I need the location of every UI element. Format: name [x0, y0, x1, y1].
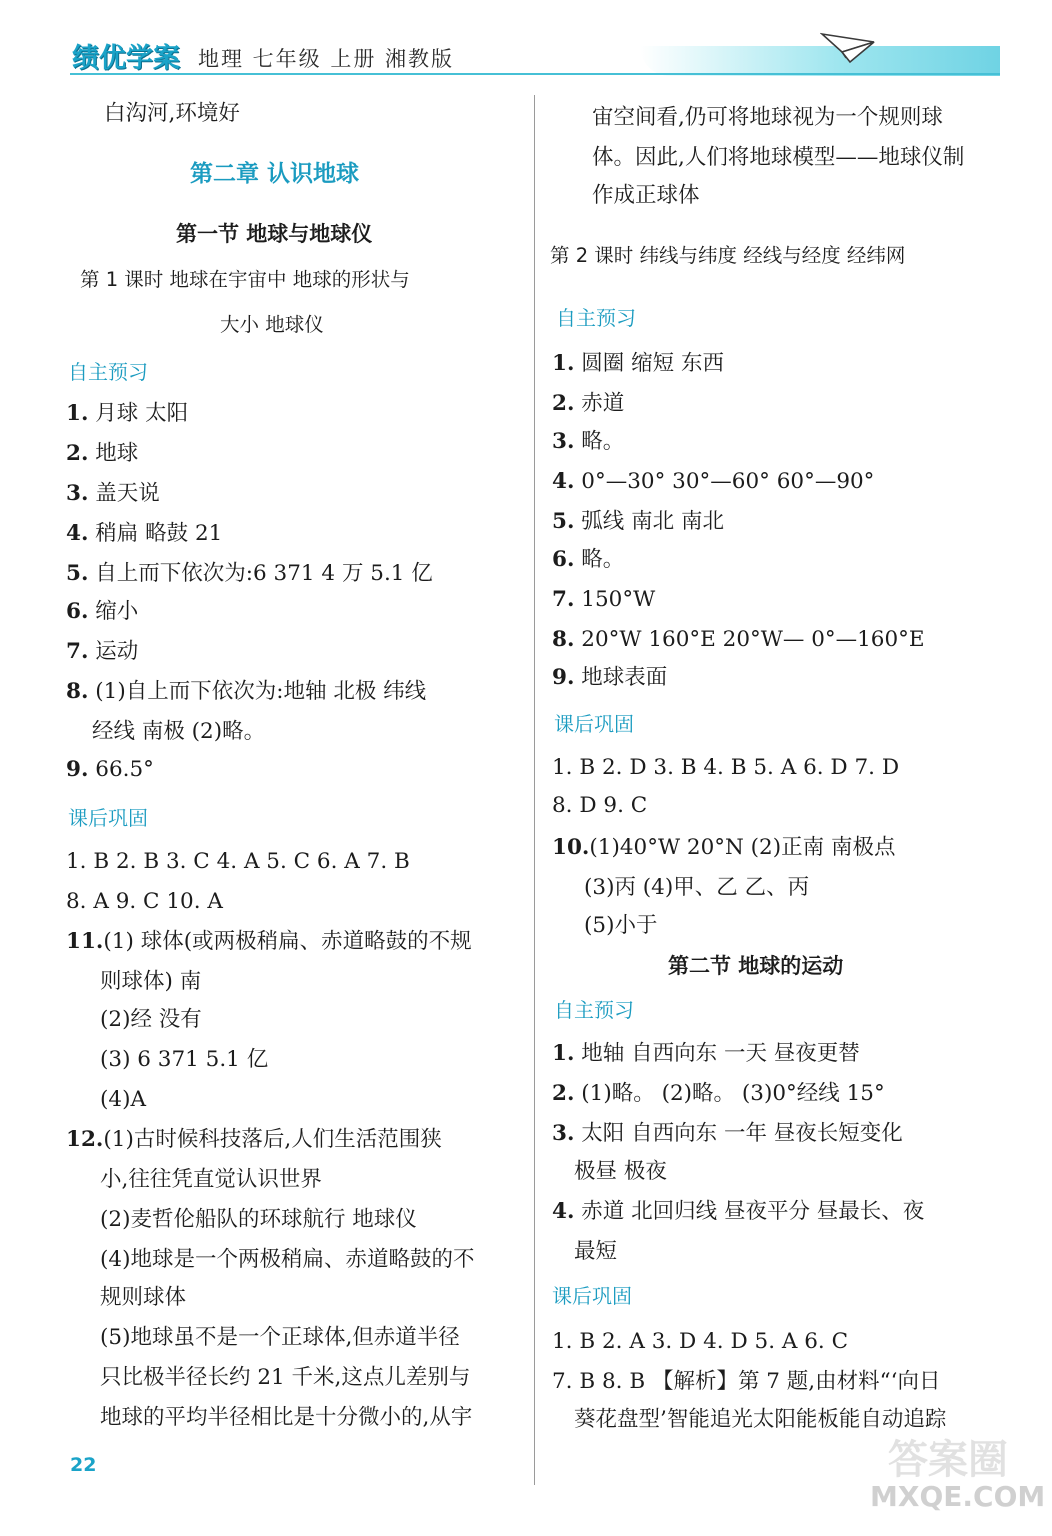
- item-text-cont: (4)A: [100, 1087, 146, 1112]
- item-number: 11.: [66, 929, 104, 954]
- lesson-title: 第 2 课时 纬线与纬度 经线与经度 经纬网: [550, 244, 906, 267]
- item-text-cont: (3)丙 (4)甲、乙 乙、丙: [584, 875, 810, 900]
- item-number: 5.: [66, 561, 89, 586]
- item-number: 6.: [552, 547, 575, 572]
- item-text-cont: (5)小于: [584, 913, 658, 938]
- item-text-cont: (3) 6 371 5.1 亿: [100, 1047, 269, 1072]
- item-number: 8.: [552, 627, 575, 652]
- section-title: 第二节 地球的运动: [668, 954, 844, 978]
- item-text: 0°—30° 30°—60° 60°—90°: [581, 469, 875, 494]
- item-text-cont: 体。因此,人们将地球模型——地球仪制: [592, 145, 965, 170]
- item-text: 稍扁 略鼓 21: [95, 521, 223, 546]
- answer-item: [66, 638, 138, 666]
- item-number: 8.: [66, 679, 89, 704]
- answer-item: [66, 560, 433, 588]
- item-text-cont: 作成正球体: [592, 183, 700, 208]
- answer-item: [66, 440, 138, 468]
- item-text-cont: 最短: [574, 1239, 618, 1264]
- item-text: 弧线 南北 南北: [581, 509, 724, 534]
- item-text: 圆圈 缩短 东西: [581, 351, 724, 376]
- item-text-cont: 经线 南极 (2)略。: [92, 719, 266, 744]
- answer-item: [66, 598, 138, 626]
- item-number: 4.: [552, 1199, 575, 1224]
- item-number: 9.: [552, 665, 575, 690]
- answer-item: [66, 520, 222, 548]
- item-text-cont: 则球体) 南: [100, 969, 202, 994]
- subhead-preview: 自主预习: [554, 998, 634, 1022]
- answer-item: [66, 400, 188, 428]
- item-text: 地轴 自西向东 一天 昼夜更替: [581, 1041, 860, 1066]
- answer-item: [552, 468, 874, 496]
- subhead-preview: 自主预习: [556, 306, 636, 330]
- answer-item: [552, 508, 724, 536]
- item-number: 12.: [66, 1127, 104, 1152]
- subhead-review: 课后巩固: [68, 806, 148, 830]
- item-text: (1)古时候科技落后,人们生活范围狭: [103, 1127, 442, 1152]
- answer-item: [552, 390, 624, 418]
- answer-item: [552, 834, 895, 862]
- item-text: 20°W 160°E 20°W— 0°—160°E: [581, 627, 925, 652]
- item-text: 略。: [581, 429, 625, 454]
- book-logo: 绩优学案: [72, 43, 180, 74]
- item-number: 1.: [66, 401, 89, 426]
- item-text-cont: 地球的平均半径相比是十分微小的,从宇: [100, 1405, 473, 1430]
- item-number: 2.: [552, 391, 575, 416]
- item-number: 7.: [66, 639, 89, 664]
- item-text-cont: 极昼 极夜: [574, 1159, 667, 1184]
- answer-item: [66, 1126, 442, 1154]
- answer-item: [552, 546, 624, 574]
- item-text-cont: 葵花盘型’智能追光太阳能板能自动追踪: [574, 1407, 947, 1432]
- item-number: 2.: [552, 1081, 575, 1106]
- item-text: 略。: [581, 547, 625, 572]
- book-subject: 地理 七年级 上册 湘教版: [198, 47, 455, 71]
- answer-item: [552, 1080, 885, 1108]
- text-line: 白沟河,环境好: [104, 101, 240, 126]
- item-number: 3.: [552, 429, 575, 454]
- mc-answers: 8. A 9. C 10. A: [66, 889, 223, 914]
- subhead-review: 课后巩固: [554, 712, 634, 736]
- item-text-cont: 宙空间看,仍可将地球视为一个规则球: [592, 105, 943, 130]
- mc-answers: 1. B 2. D 3. B 4. B 5. A 6. D 7. D: [552, 755, 900, 780]
- answer-item: [66, 756, 154, 784]
- mc-answers: 1. B 2. B 3. C 4. A 5. C 6. A 7. B: [66, 849, 410, 874]
- subhead-preview: 自主预习: [68, 360, 148, 384]
- item-number: 4.: [66, 521, 89, 546]
- lesson-title-cont: 大小 地球仪: [220, 313, 324, 336]
- item-text: 赤道: [581, 391, 625, 416]
- answer-item: [552, 664, 667, 692]
- item-text: 盖天说: [95, 481, 160, 506]
- item-text: 66.5°: [95, 757, 154, 782]
- item-text-cont: (2)经 没有: [100, 1007, 202, 1032]
- item-text: (1) 球体(或两极稍扁、赤道略鼓的不规: [103, 929, 472, 954]
- answer-item: [552, 1040, 860, 1068]
- item-text: (1)略。 (2)略。 (3)0°经线 15°: [581, 1081, 885, 1106]
- answer-item: [552, 350, 724, 378]
- answer-item: [552, 428, 624, 456]
- paper-plane-icon: [820, 28, 876, 68]
- item-number: 5.: [552, 509, 575, 534]
- item-text-cont: (5)地球虽不是一个正球体,但赤道半径: [100, 1325, 460, 1350]
- chapter-title: 第二章 认识地球: [190, 161, 360, 187]
- mc-answers: 1. B 2. A 3. D 4. D 5. A 6. C: [552, 1329, 849, 1354]
- answer-item: [552, 586, 655, 614]
- item-text-cont: 只比极半径长约 21 千米,这点儿差别与: [100, 1365, 471, 1390]
- item-text-cont: (4)地球是一个两极稍扁、赤道略鼓的不: [100, 1247, 475, 1272]
- item-number: 7.: [552, 587, 575, 612]
- item-text: (1)自上而下依次为:地轴 北极 纬线: [95, 679, 427, 704]
- item-number: 3.: [552, 1121, 575, 1146]
- column-divider: [534, 95, 535, 1485]
- item-text-cont: (2)麦哲伦船队的环球航行 地球仪: [100, 1207, 417, 1232]
- page-number: 22: [70, 1454, 97, 1476]
- item-text: 月球 太阳: [95, 401, 189, 426]
- item-number: 1.: [552, 1041, 575, 1066]
- mc-answers: 8. D 9. C: [552, 793, 648, 818]
- page-header: [0, 0, 1052, 80]
- answer-item: [552, 1120, 903, 1148]
- item-number: 6.: [66, 599, 89, 624]
- item-text: 运动: [95, 639, 139, 664]
- item-number: 9.: [66, 757, 89, 782]
- item-text: (1)40°W 20°N (2)正南 南极点: [589, 835, 896, 860]
- item-text: 地球表面: [581, 665, 668, 690]
- item-number: 2.: [66, 441, 89, 466]
- answer-item: [66, 678, 426, 706]
- header-rule: [70, 73, 1000, 75]
- answer-item: [66, 480, 160, 508]
- item-text-cont: 规则球体: [100, 1285, 187, 1310]
- answer-item: [66, 928, 472, 956]
- item-number: 3.: [66, 481, 89, 506]
- watermark: MXQE.COM: [870, 1480, 1046, 1513]
- mc-answers: 7. B 8. B 【解析】第 7 题,由材料“‘向日: [552, 1369, 941, 1394]
- item-text: 太阳 自西向东 一年 昼夜长短变化: [581, 1121, 903, 1146]
- item-number: 4.: [552, 469, 575, 494]
- item-text: 自上而下依次为:6 371 4 万 5.1 亿: [95, 561, 433, 586]
- subhead-review: 课后巩固: [552, 1284, 632, 1308]
- answer-item: [552, 1198, 924, 1226]
- lesson-title: 第 1 课时 地球在宇宙中 地球的形状与: [80, 268, 410, 291]
- item-text: 缩小: [95, 599, 139, 624]
- item-text-cont: 小,往往凭直觉认识世界: [100, 1167, 322, 1192]
- section-title: 第一节 地球与地球仪: [176, 222, 373, 246]
- answer-item: [552, 626, 925, 654]
- item-number: 10.: [552, 835, 590, 860]
- watermark-logo: 答案圈: [888, 1437, 1008, 1483]
- item-text: 150°W: [581, 587, 656, 612]
- item-text: 地球: [95, 441, 139, 466]
- item-number: 1.: [552, 351, 575, 376]
- item-text: 赤道 北回归线 昼夜平分 昼最长、夜: [581, 1199, 925, 1224]
